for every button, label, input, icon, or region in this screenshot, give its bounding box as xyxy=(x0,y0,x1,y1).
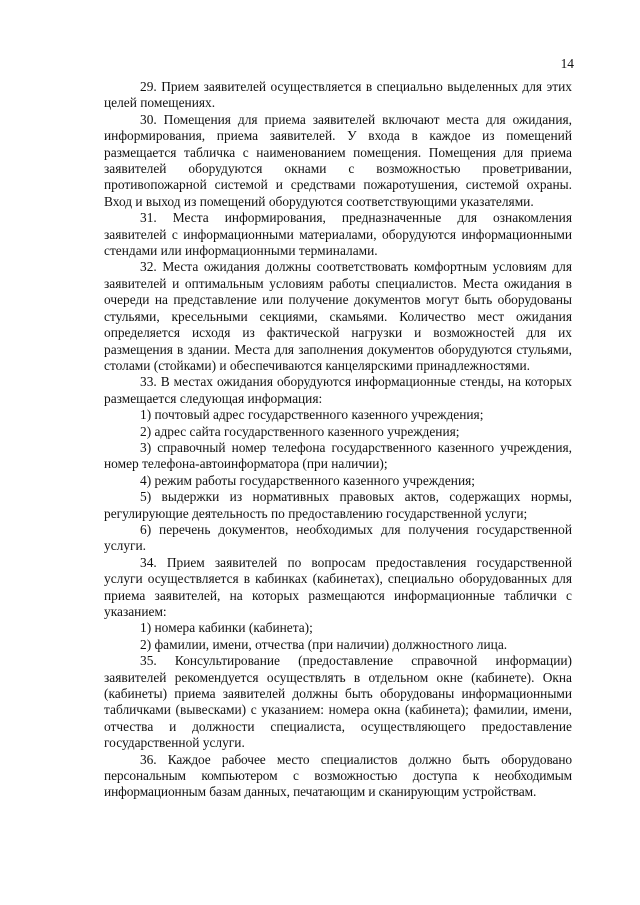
list-item-34-1: 1) номера кабинки (кабинета); xyxy=(140,620,313,636)
list-item-33-6: 6) перечень документов, необходимых для получения государственной услуги. xyxy=(104,521,572,554)
paragraph-35: 35. Консультирование (предоставление справочной информации) заявителей рекомендуется осуществлять в отдельном окне (кабинете). Окна (кабинеты) приема заявителей должны быть оборудованы информационными табличками (вывесками) с указанием: номера окна (кабинета); фамилии, имени, отчества и должности специалиста, осуществляющего предоставление государственной услуги. xyxy=(104,653,572,751)
list-item-33-5: 5) выдержки из нормативных правовых актов, содержащих нормы, регулирующие деятельность по предоставлению государственной услуги; xyxy=(104,489,572,521)
paragraph-30: 30. Помещения для приема заявителей включают места для ожидания, информирования, приема заявителей. У входа в каждое из помещений размещается табличка с наименованием помещения. Помещения для приема заявителей оборудуются окнами с возможностью проветривании, противопожарной системой и средствами пожаротушения, системой охраны. Вход и выход из помещений оборудуются соответствующими указателями. xyxy=(104,111,572,209)
page-number: 14 xyxy=(560,56,574,71)
paragraph-29: 29. Прием заявителей осуществляется в специально выделенных для этих целей помещениях. xyxy=(104,79,572,111)
paragraph-36: 36. Каждое рабочее место специалистов должно быть оборудовано персональным компьютером с возможностью доступа к необходимым информационным базам данных, печатающим и сканирующим устройствам. xyxy=(104,751,572,800)
document-body xyxy=(104,79,572,801)
list-item-33-4: 4) режим работы государственного казенного учреждения; xyxy=(140,472,476,488)
paragraph-31: 31. Места информирования, предназначенные для ознакомления заявителей с информационными материалами, оборудуются информационными стендами или информационными терминалами. xyxy=(104,210,572,259)
list-item-33-2: 2) адрес сайта государственного казенного учреждения; xyxy=(140,423,460,439)
list-item-34-2: 2) фамилии, имени, отчества (при наличии) должностного лица. xyxy=(140,636,508,652)
paragraph-34: 34. Прием заявителей по вопросам предоставления государственной услуги осуществляется в кабинках (кабинетах), специально оборудованных для приема заявителей, на которых размещаются информационные таблички с указанием: xyxy=(104,554,572,619)
list-item-33-1: 1) почтовый адрес государственного казенного учреждения; xyxy=(140,407,484,423)
paragraph-33: 33. В местах ожидания оборудуются информационные стенды, на которых размещается следующая информация: xyxy=(104,374,572,406)
paragraph-32: 32. Места ожидания должны соответствовать комфортным условиям для заявителей и оптимальным условиям работы специалистов. Места ожидания в очереди на представление или получение документов могут быть оборудованы стульями, кресельными секциями, скамьями. Количество мест ожидания определяется исходя из фактической нагрузки и возможностей для их размещения в здании. Места для заполнения документов оборудуются стульями, столами (стойками) и обеспечиваются канцелярскими принадлежностями. xyxy=(104,259,572,373)
list-item-33-3: 3) справочный номер телефона государственного казенного учреждения, номер телефона-автоинформатора (при наличии); xyxy=(104,439,572,472)
